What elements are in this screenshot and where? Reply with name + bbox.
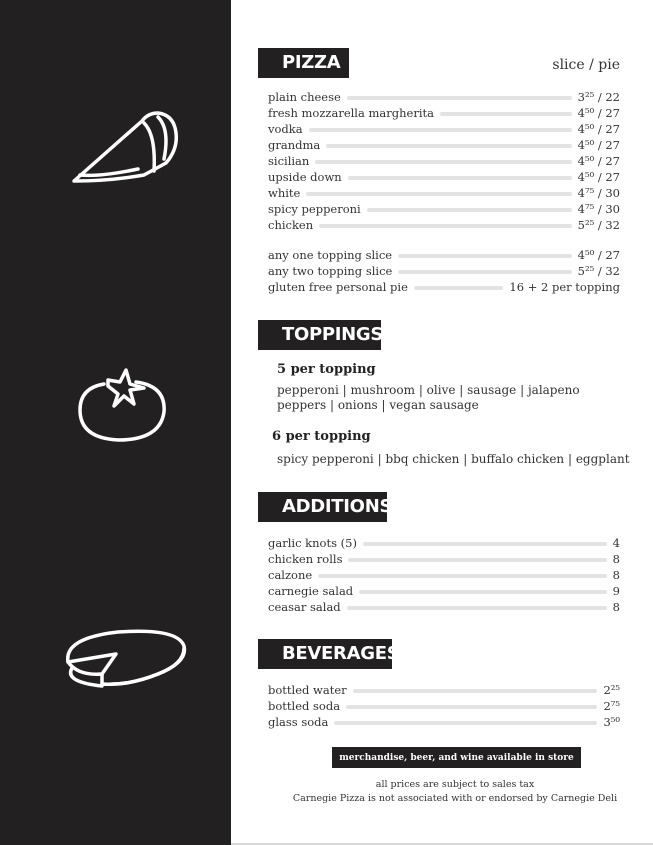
item-name: bottled water: [268, 683, 347, 697]
item-name: white: [268, 186, 301, 200]
item-name: glass soda: [268, 715, 329, 729]
additions-heading: ADDITIONS: [258, 492, 387, 522]
pizza-list: [268, 89, 620, 233]
beverages-list: [268, 682, 620, 730]
leader-line: [315, 160, 571, 164]
item-price: 4⁵⁰ / 27: [577, 170, 620, 184]
item-price: 4⁵⁰ / 27: [577, 122, 620, 136]
leader-line: [348, 558, 606, 562]
item-price: 5²⁵ / 32: [577, 218, 620, 232]
item-name: plain cheese: [268, 90, 341, 104]
menu-item: [268, 185, 620, 201]
item-price: 2²⁵: [603, 683, 620, 697]
sidebar: [0, 0, 231, 845]
menu-item: [268, 201, 620, 217]
menu-item: [268, 583, 620, 599]
item-name: upside down: [268, 170, 342, 184]
item-price: 8: [612, 552, 620, 566]
toppings-group-title: 6 per topping: [272, 429, 371, 444]
beverages-heading: BEVERAGES: [258, 639, 392, 669]
menu-item: [268, 551, 620, 567]
leader-line: [326, 144, 571, 148]
item-name: any one topping slice: [268, 248, 393, 262]
menu-item: [268, 169, 620, 185]
item-price: 3²⁵ / 22: [577, 90, 620, 104]
menu-item: [268, 153, 620, 169]
leader-line: [347, 96, 572, 100]
menu-item: [268, 137, 620, 153]
menu-item: [268, 682, 620, 698]
leader-line: [319, 224, 571, 228]
leader-line: [346, 705, 597, 709]
item-name: fresh mozzarella margherita: [268, 106, 434, 120]
menu-item: [268, 599, 620, 615]
item-price: 16 + 2 per topping: [509, 280, 620, 294]
leader-line: [334, 721, 597, 725]
item-price: 4: [612, 536, 620, 550]
menu-item: [268, 567, 620, 583]
item-price: 4⁵⁰ / 27: [577, 138, 620, 152]
toppings-list-line: peppers | onions | vegan sausage: [277, 398, 479, 412]
menu-item: [268, 105, 620, 121]
slice-pie-label: slice / pie: [552, 57, 620, 73]
leader-line: [347, 606, 607, 610]
menu-item: [268, 263, 620, 279]
pizza-extras-list: [268, 247, 620, 295]
item-name: any two topping slice: [268, 264, 393, 278]
leader-line: [306, 192, 571, 196]
item-price: 8: [612, 568, 620, 582]
item-price: 4⁵⁰ / 27: [577, 154, 620, 168]
item-name: calzone: [268, 568, 313, 582]
pizza-slice-icon: [70, 105, 180, 187]
item-price: 8: [612, 600, 620, 614]
menu-item: [268, 121, 620, 137]
tax-note: all prices are subject to sales tax: [375, 779, 535, 790]
leader-line: [348, 176, 572, 180]
menu-item: [268, 535, 620, 551]
menu-item: [268, 698, 620, 714]
item-name: spicy pepperoni: [268, 202, 361, 216]
item-name: ceasar salad: [268, 600, 341, 614]
item-price: 2⁷⁵: [603, 699, 620, 713]
menu-item: [268, 217, 620, 233]
menu-item: [268, 89, 620, 105]
leader-line: [398, 270, 571, 274]
item-price: 4⁷⁵ / 30: [577, 202, 620, 216]
item-name: grandma: [268, 138, 321, 152]
additions-list: [268, 535, 620, 615]
item-price: 4⁵⁰ / 27: [577, 248, 620, 262]
item-price: 4⁷⁵ / 30: [577, 186, 620, 200]
leader-line: [414, 286, 504, 290]
item-name: vodka: [268, 122, 303, 136]
leader-line: [353, 689, 598, 693]
tomato-icon: [74, 366, 170, 446]
leader-line: [398, 254, 572, 258]
item-price: 3⁵⁰: [603, 715, 620, 729]
item-name: carnegie salad: [268, 584, 354, 598]
item-name: chicken rolls: [268, 552, 343, 566]
disclaimer-note: Carnegie Pizza is not associated with or endorsed by Carnegie Deli: [292, 793, 618, 804]
menu-item: [268, 714, 620, 730]
item-name: bottled soda: [268, 699, 341, 713]
item-price: 4⁵⁰ / 27: [577, 106, 620, 120]
leader-line: [318, 574, 607, 578]
menu-item: [268, 247, 620, 263]
pizza-heading: PIZZA: [258, 48, 349, 78]
leader-line: [363, 542, 607, 546]
toppings-list-line: pepperoni | mushroom | olive | sausage | jalapeno: [277, 383, 580, 397]
toppings-group-title: 5 per topping: [277, 362, 376, 377]
cheese-wheel-icon: [58, 626, 190, 692]
leader-line: [367, 208, 572, 212]
item-name: gluten free personal pie: [268, 280, 408, 294]
item-name: sicilian: [268, 154, 310, 168]
menu-item: [268, 279, 620, 295]
item-price: 9: [612, 584, 620, 598]
item-price: 5²⁵ / 32: [577, 264, 620, 278]
store-banner: merchandise, beer, and wine available in store: [332, 747, 581, 768]
item-name: garlic knots (5): [268, 536, 357, 550]
leader-line: [440, 112, 572, 116]
toppings-list-line: spicy pepperoni | bbq chicken | buffalo chicken | eggplant: [277, 452, 630, 466]
toppings-heading: TOPPINGS: [258, 320, 381, 350]
leader-line: [359, 590, 607, 594]
item-name: chicken: [268, 218, 314, 232]
leader-line: [309, 128, 572, 132]
